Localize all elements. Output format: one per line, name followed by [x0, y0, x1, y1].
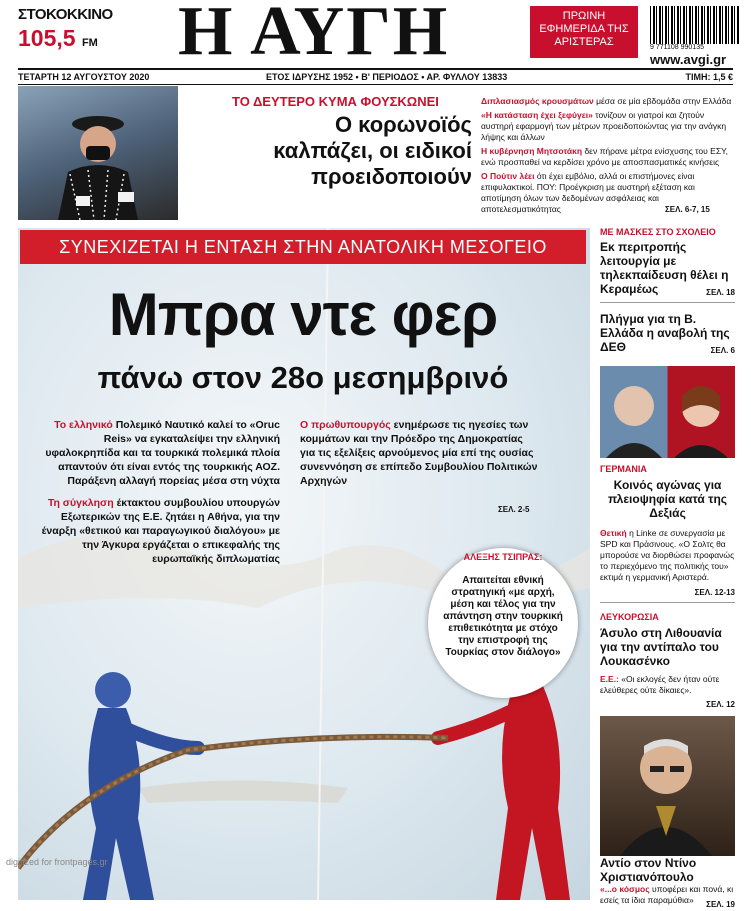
sidebar-text-belarus: Ε.Ε.: «Οι εκλογές δεν ήταν ούτε ελεύθερες ούτε δίκαιες». [600, 674, 720, 695]
footer-credit: digitized for frontpages.gr [6, 857, 108, 867]
sidebar-headline-deth[interactable]: Πλήγμα για τη Β. Ελλάδα η αναβολή της ΔΕΘ [600, 312, 730, 354]
radio-name: ΣΤΟΚΟΚΚΙΝΟ [18, 6, 113, 23]
paragraph: Πολεμικό Ναυτικό καλεί το «Oruc Reis» να εγκαταλείψει την ελληνική υφαλοκρηπίδα και τα τουρκικά πολεμικά πλοία απαντούν ότι είναι εντός της τουρκικής ΑΟΖ. Παράξενη αλλαγή πορείας μέσα στη νύχτα [45, 419, 280, 487]
issue-info: ΕΤΟΣ ΙΔΡΥΣΗΣ 1952 • Β' ΠΕΡΙΟΔΟΣ • ΑΡ. ΦΥΛΛΟΥ 13833 [266, 72, 508, 82]
teaser-headline[interactable]: Ο κορωνοϊός καλπάζει, οι ειδικοί προειδοποιούν [273, 112, 472, 189]
sidebar-headline-school[interactable]: Εκ περιτροπής λειτουργία με τηλεκπαίδευση θέλει η Κεραμέως [600, 240, 729, 296]
lead-word: Τη σύγκληση [47, 497, 114, 509]
dateline [18, 68, 733, 85]
teaser-bullets [481, 96, 735, 218]
sidebar-headline-germany[interactable]: Κοινός αγώνας για πλειοψηφία κατά της Δεξιάς [607, 478, 728, 520]
issue-price: ΤΙΜΗ: 1,5 € [685, 72, 733, 82]
masked-woman-illustration [18, 86, 178, 220]
sidebar-text-obituary: «...ο κόσμος υποφέρει και πονά, κι εσείς τα ίδια παραμύθια» [600, 884, 734, 905]
quote-text: Απαιτείται εθνική στρατηγική «με αρχή, μέση και τέλος για την απάντηση στην τουρκική επιθετικότητα με στόχο την επιστροφή της Τουρκίας στον διάλογο» [443, 575, 563, 658]
website-link[interactable]: www.avgi.gr [650, 52, 727, 67]
teaser-bullet: Ο Πούτιν λέει ότι έχει εμβόλιο, αλλά οι επιστήμονες είναι επιφυλακτικοί. ΠΟΥ: Προέγκριση με αυστηρή εξέταση και αποτίμηση όλων των δεδομένων ασφάλειας και αποτελεσματικότητας [481, 171, 695, 214]
sidebar-pages: ΣΕΛ. 19 [706, 900, 735, 909]
sidebar-headline-belarus[interactable]: Άσυλο στη Λιθουανία για την αντίπαλο του Λουκασένκο [600, 626, 722, 668]
teaser-bullet: Η κυβέρνηση Μητσοτάκη δεν πήρανε μέτρα ενίσχυσης του ΕΣΥ, ενώ προσπαθεί να κερδίσει χρόνο με αποσπασματικές κινήσεις [481, 146, 729, 167]
teaser-photo [18, 86, 178, 220]
sidebar-kicker-school: ΜΕ ΜΑΣΚΕΣ ΣΤΟ ΣΧΟΛΕΙΟ [600, 227, 716, 237]
issue-date: ΤΕΤΑΡΤΗ 12 ΑΥΓΟΥΣΤΟΥ 2020 [18, 72, 150, 82]
paragraph: ενημέρωσε τις ηγεσίες των κομμάτων και την Πρόεδρο της Δημοκρατίας για τις εξελίξεις αρνούμενος μία επί της ουσίας συνεννόηση σε επίπεδο Συμβουλίου Πολιτικών Αρχηγών [300, 419, 538, 487]
teaser-bullet: «Η κατάσταση έχει ξεφύγει» τονίζουν οι γιατροί και ζητούν αυστηρή εφαρμογή των μέτρων προειδοποιώντας για την ανάγκη λήψης και άλλων [481, 110, 727, 142]
main-subheadline: πάνω στον 28ο μεσημβρινό [97, 360, 509, 395]
main-column-left [40, 418, 280, 566]
lead-word: Ο πρωθυπουργός [300, 419, 391, 431]
radio-ad [18, 6, 138, 52]
sidebar-kicker-germany: ΓΕΡΜΑΝΙΑ [600, 464, 647, 474]
sidebar-pages: ΣΕΛ. 18 [706, 288, 735, 297]
main-pages: ΣΕΛ. 2-5 [498, 505, 530, 514]
divider [600, 602, 735, 603]
paragraph: έκτακτου συμβουλίου υπουργών Εξωτερικών της Ε.Ε. ζητάει η Αθήνα, για την έναρξη «θετικού και παραγωγικού διαλόγου» με την Άγκυρα εργάζεται ο επικεφαλής της ευρωπαϊκής διπλωματίας [41, 497, 280, 565]
teaser-bullet: Διπλασιασμός κρουσμάτων μέσα σε μία εβδομάδα στην Ελλάδα [481, 96, 732, 106]
sidebar-pages: ΣΕΛ. 6 [710, 346, 735, 355]
sidebar-pages: ΣΕΛ. 12-13 [694, 588, 735, 597]
sidebar-kicker-belarus: ΛΕΥΚΟΡΩΣΙΑ [600, 612, 659, 622]
main-banner: ΣΥΝΕΧΙΖΕΤΑΙ Η ΕΝΤΑΣΗ ΣΤΗΝ ΑΝΑΤΟΛΙΚΗ ΜΕΣΟΓΕΙΟ [20, 230, 586, 264]
radio-frequency: 105,5 [18, 25, 76, 51]
main-headline[interactable]: Μπρα ντε φερ [108, 281, 498, 348]
tagline: ΠΡΩΙΝΗ ΕΦΗΜΕΡΙΔΑ ΤΗΣ ΑΡΙΣΤΕΡΑΣ [530, 6, 638, 58]
quote-speaker: ΑΛΕΞΗΣ ΤΣΙΠΡΑΣ: [463, 552, 543, 562]
lead-word: Το ελληνικό [54, 419, 113, 431]
teaser-kicker: ΤΟ ΔΕΥΤΕΡΟ ΚΥΜΑ ΦΟΥΣΚΩΝΕΙ [232, 94, 439, 109]
barcode-number: 9 771108 990135 [650, 44, 704, 51]
divider [600, 302, 735, 303]
christianopoulos-photo [600, 716, 735, 856]
germany-photo [600, 366, 735, 458]
sidebar-pages: ΣΕΛ. 12 [706, 700, 735, 709]
barcode-icon [650, 6, 740, 44]
teaser-pages: ΣΕΛ. 6-7, 15 [665, 205, 710, 214]
newspaper-title: Η ΑΥΓΗ [178, 0, 450, 70]
sidebar-text-germany: Θετική η Linke σε συνεργασία με SPD και Πράσινους. «Ο Σολτς θα μπορούσε να διορθώσει προφανώς το περιεχόμενο της πολιτικής του» εκτιμά η γερμανική Αριστερά. [600, 528, 735, 582]
sidebar-headline-obituary[interactable]: Αντίο στον Ντίνο Χριστιανόπουλο [600, 856, 697, 884]
radio-band: FM [81, 37, 98, 49]
main-column-right [300, 418, 540, 488]
